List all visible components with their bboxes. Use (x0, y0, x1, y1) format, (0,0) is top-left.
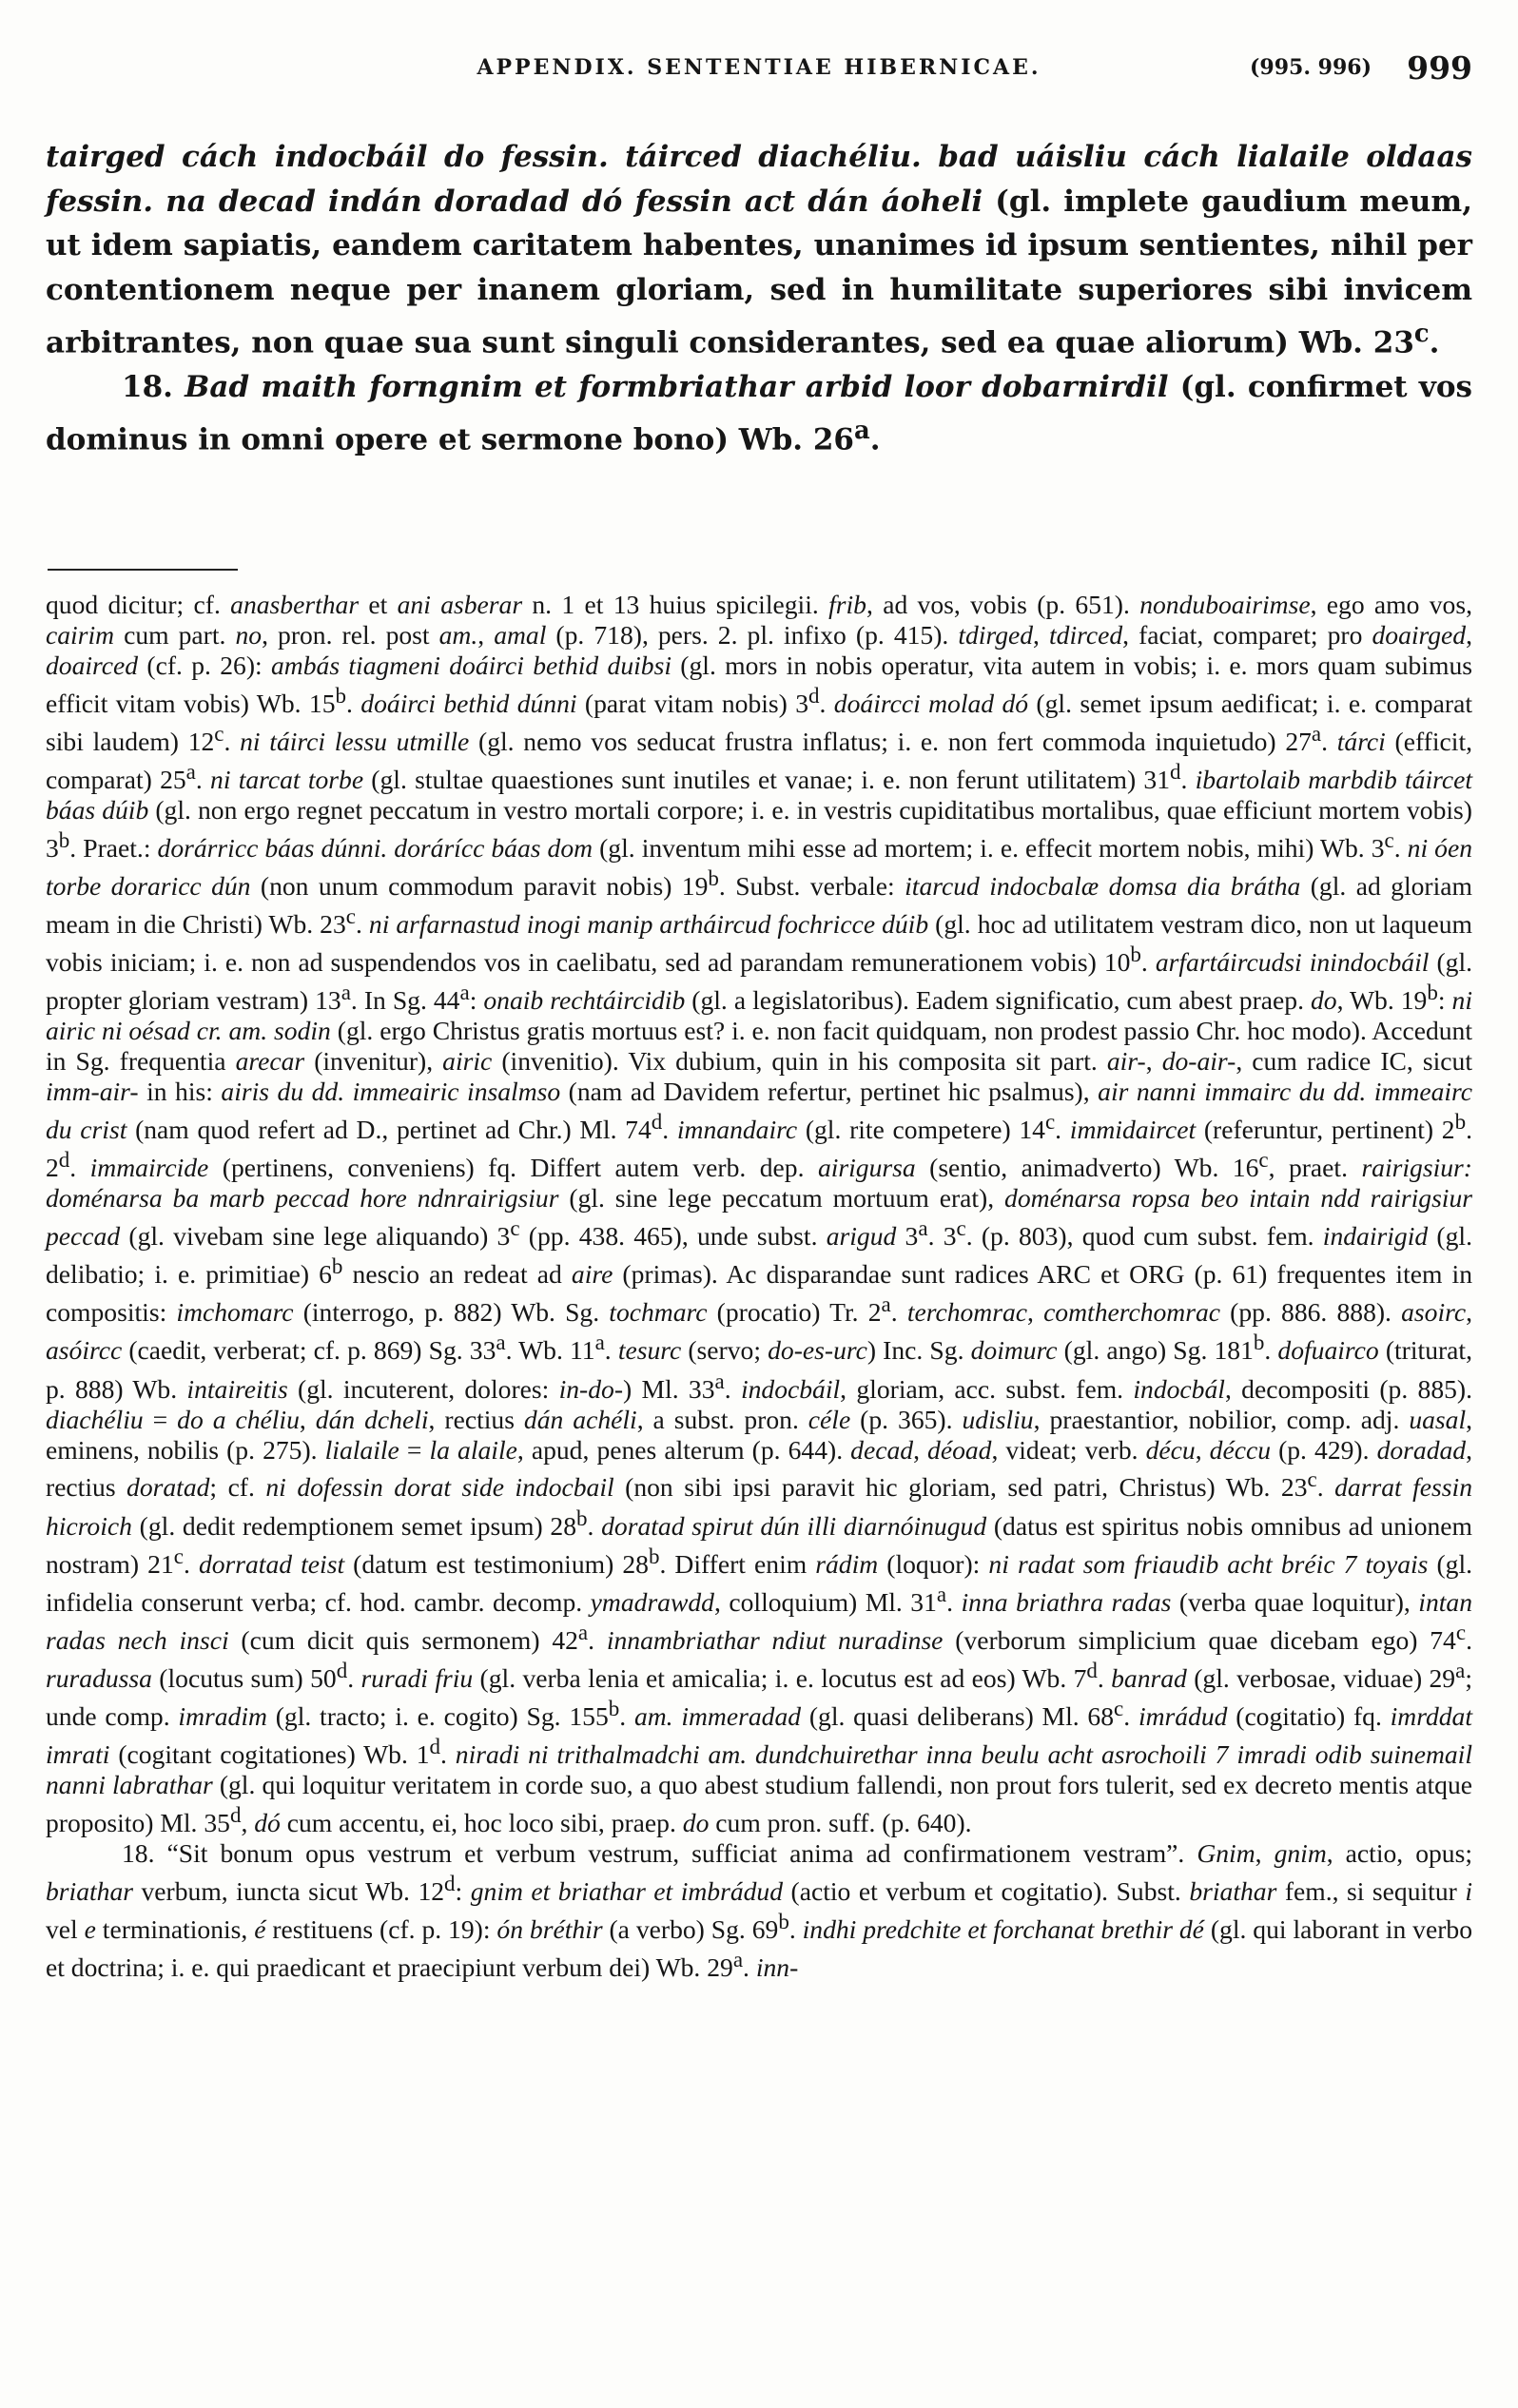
footnotes: quod dicitur; cf. anasberthar et ani asberar n. 1 et 13 huius spicilegii. frib, ad vos, vobis (p. 651). nonduboairimse, ego amo vos, cairim cum part. no, pron. rel. post am., amal (p. 718), pers. 2. pl. infixo (p. 415). tdirged, tdirced, faciat, comparet; pro doairged, doairced (cf. p. 26): ambás tiagmeni doáirci bethid duibsi (gl. mors in nobis operatur, vita autem in vobis; i. e. mors quam subimus efficit vitam vobis) Wb. 15$^b$. doáirci bethid dúnni (parat vitam nobis) 3$^d$. doáircci molad dó (gl. semet ipsum aedificat; i. e. comparat sibi laudem) 12$^c$. ni táirci lessu utmille (gl. nemo vos seducat frustra inflatus; i. e. non fert commoda inquietudo) 27$^a$. tárci (efficit, comparat) 25$^a$. ni tarcat torbe (gl. stultae quaestiones sunt inutiles et vanae; i. e. non ferunt utilitatem) 31$^d$. ibartolaib marbdib táircet báas dúib (gl. non ergo regnet peccatum in vestro mortali corpore; i. e. in vestris cupiditatibus mortalibus, quae efficiunt mortem vobis) 3$^b$. Praet.: dorárricc báas dúnni. dorárícc báas dom (gl. inventum mihi esse ad mortem; i. e. effecit mortem nobis, mihi) Wb. 3$^c$. ni óen torbe doraricc dún (non unum commodum paravit nobis) 19$^b$. Subst. verbale: itarcud indocbalæ domsa dia brátha (gl. ad gloriam meam in die Christi) Wb. 23$^c$. ni arfarnastud inogi manip artháircud fochricce dúib (gl. hoc ad utilitatem vestram dico, non ut laqueum vobis iniciam; i. e. non ad suspendendos vos in caelibatu, sed ad parandam remunerationem vobis) 10$^b$. arfartáircudsi inindocbáil (gl. propter gloriam vestram) 13$^a$. In Sg. 44$^a$: onaib rechtáircidib (gl. a legislatoribus). Eadem significatio, cum abest praep. do, Wb. 19$^b$: ni airic ni oésad cr. am. sodin (gl. ergo Christus gratis mortuus est? i. e. non facit quidquam, non prodest passio Chr. hoc modo). Accedunt in Sg. frequentia arecar (invenitur), airic (invenitio). Vix dubium, quin in his composita sit part. air-, do-air-, cum radice IC, sicut imm-air- in his: airis du dd. immeairic insalmso (nam ad Davidem refertur, pertinet hic psalmus), air nanni immairc du dd. immeairc du crist (nam quod refert ad D., pertinet ad Chr.) Ml. 74$^d$. imnandairc (gl. rite competere) 14$^c$. immidaircet (referuntur, pertinent) 2$^b$. 2$^d$. immaircide (pertinens, conveniens) fq. Differt autem verb. dep. airigursa (sentio, animadverto) Wb. 16$^c$, praet. rairigsiur: doménarsa ba marb peccad hore ndnrairigsiur (gl. sine lege peccatum mortuum erat), doménarsa ropsa beo intain ndd rairigsiur peccad (gl. vivebam sine lege aliquando) 3$^c$ (pp. 438. 465), unde subst. arigud 3$^a$. 3$^c$. (p. 803), quod cum subst. fem. indairigid (gl. delibatio; i. e. primitiae) 6$^b$ nescio an redeat ad aire (primas). Ac disparandae sunt radices ARC et ORG (p. 61) frequentes item in compositis: imchomarc (interrogo, p. 882) Wb. Sg. tochmarc (procatio) Tr. 2$^a$. terchomrac, comtherchomrac (pp. 886. 888). asoirc, asóircc (caedit, verberat; cf. p. 869) Sg. 33$^a$. Wb. 11$^a$. tesurc (servo; do-es-urc) Inc. Sg. doimurc (gl. ango) Sg. 181$^b$. dofuairco (triturat, p. 888) Wb. intaireitis (gl. incuterent, dolores: in-do-) Ml. 33$^a$. indocbáil, gloriam, acc. subst. fem. indocbál, decompositi (p. 885). diachéliu = do a chéliu, dán dcheli, rectius dán achéli, a subst. pron. céle (p. 365). udisliu, praestantior, nobilior, comp. adj. uasal, eminens, nobilis (p. 275). lialaile = la alaile, apud, penes alterum (p. 644). decad, déoad, videat; verb. décu, déccu (p. 429). doradad, rectius doratad; cf. ni dofessin dorat side indocbail (non sibi ipsi paravit hic gloriam, sed patri, Christus) Wb. 23$^c$. darrat fessin hicroich (gl. dedit redemptionem semet ipsum) 28$^b$. doratad spirut dún illi diarnóinugud (datus est spiritus nobis omnibus ad unionem nostram) 21$^c$. dorratad teist (datum est testimonium) 28$^b$. Differt enim rádim (loquor): ni radat som friaudib acht bréic 7 toyais (gl. infidelia conserunt verba; cf. hod. cambr. decomp. ymadrawdd, colloquium) Ml. 31$^a$. inna briathra radas (verba quae loquitur), intan radas nech insci (cum dicit quis sermonem) 42$^a$. innambriathar ndiut nuradinse (verborum simplicium quae dicebam ego) 74$^c$. ruradussa (locutus sum) 50$^d$. ruradi friu (gl. verba lenia et amicalia; i. e. locutus est ad eos) Wb. 7$^d$. banrad (gl. verbosae, viduae) 29$^a$; unde comp. imradim (gl. tracto; i. e. cogito) Sg. 155$^b$. am. immeradad (gl. quasi deliberans) Ml. 68$^c$. imrádud (cogitatio) fq. imrddat imrati (cogitant cogitationes) Wb. 1$^d$. niradi ni trithalmadchi am. dundchuirethar inna beulu acht asrochoili 7 imradi odib suinemail nanni labrathar (gl. qui loquitur veritatem in corde suo, a quo abest studium fallendi, non prout fors tulerit, sed ex decreto mentis atque proposito) Ml. 35$^d$, dó cum accentu, ei, hoc loco sibi, praep. do cum pron. suff. (p. 640). 18. “Sit bonum opus vestrum et verbum vestrum, sufficiat anima ad confirmationem vestram”. Gnim, gnim, actio, opus; briathar verbum, iuncta sicut Wb. 12$^d$: gnim et briathar et imbrádud (actio et verbum et cogitatio). Subst. briathar fem., si sequitur i vel e terminationis, é restituens (cf. p. 19): ón bréthir (a verbo) Sg. 69$^b$. indhi predchite et forchanat brethir dé (gl. qui laborant in verbo et doctrina; i. e. qui praedicant et praecipiunt verbum dei) Wb. 29$^a$. inn- (46, 590, 1473, 1983)
running-head (46, 49, 1472, 93)
page-number: 999 (1407, 49, 1472, 87)
footnote-rule (48, 569, 238, 571)
running-title: APPENDIX. SENTENTIAE HIBERNICAE. (477, 55, 1041, 80)
column-reference: (995. 996) (1250, 55, 1372, 80)
main-text: tairged cách indocbáil do fessin. táirced diachéliu. bad uáisliu cách lialaile oldaas fessin. na decad indán doradad dó fessin act dán áoheli (gl. implete gaudium meum, ut idem sapiatis, eandem caritatem habentes, unanimes id ipsum sentientes, nihil per contentionem neque per inanem gloriam, sed in humilitate superiores sibi invicem arbitrantes, non quae sua sunt singuli considerantes, sed ea quae aliorum) Wb. 23$^c$. 18. Bad maith forngnim et formbriathar arbid loor dobarnirdil (gl. confirmet vos dominus in omni opere et sermone bono) Wb. 26$^a$. (46, 140, 1472, 457)
